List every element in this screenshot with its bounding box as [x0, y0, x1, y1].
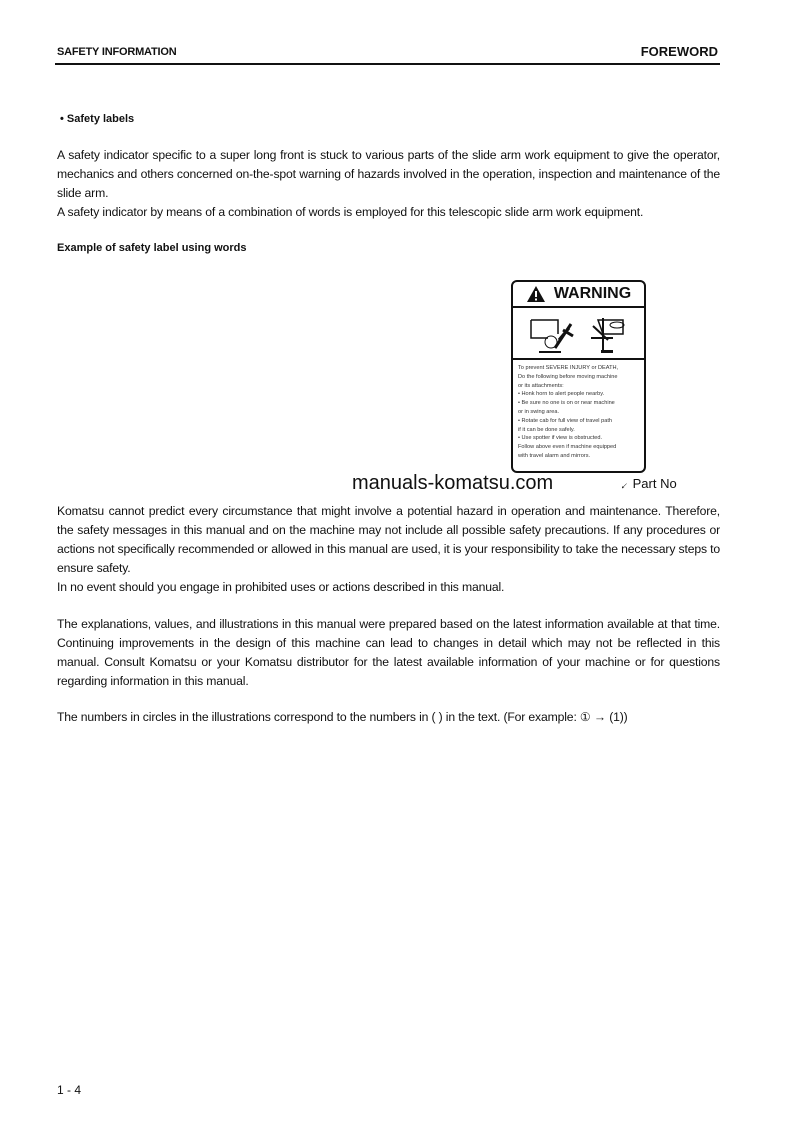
label-line: if it can be done safely.: [518, 426, 575, 433]
arrow-icon: ←: [615, 476, 632, 494]
warning-pictograms: [513, 308, 644, 360]
crush-hazard-icon: [513, 308, 644, 358]
example-heading: Example of safety label using words: [57, 242, 247, 254]
body-paragraph-1: [57, 502, 720, 597]
body-paragraph-2: [57, 615, 720, 691]
section-title: SAFETY INFORMATION: [57, 46, 177, 58]
label-line: with travel alarm and mirrors.: [518, 452, 591, 459]
body-text: The explanations, values, and illustrations in this manual were prepared based on the latest information available at that time. Continuing improvements in the design of this machine can lead to changes in detail which may not be reflected in this manual. Consult Komatsu or your Komatsu distributor for the latest available information of your machine or for questions regarding information in this manual.: [57, 617, 720, 688]
chapter-title: FOREWORD: [640, 44, 718, 59]
body-paragraph-3: [57, 708, 720, 727]
warning-label-title-text: WARNING: [553, 285, 632, 302]
label-line: or its attachments:: [518, 382, 564, 389]
label-line: • Use spotter if view is obstructed.: [518, 435, 603, 442]
warning-label-title: [513, 282, 644, 308]
body-text: The numbers in circles in the illustrations correspond to the numbers in ( ) in the text. (For example: ① → (1)): [57, 710, 628, 724]
label-line: • Be sure no one is on or near machine: [518, 400, 615, 407]
intro-paragraph: A safety indicator by means of a combination of words is employed for this telescopic slide arm work equipment.: [57, 205, 644, 219]
label-line: • Rotate cab for full view of travel path: [518, 417, 612, 424]
page-number: 1 - 4: [57, 1083, 82, 1097]
label-line: Do the following before moving machine: [518, 373, 618, 380]
warning-label-image: [511, 280, 646, 473]
bullet-heading: • Safety labels: [60, 113, 135, 125]
label-line: or in swing area.: [518, 408, 560, 415]
watermark: manuals-komatsu.com: [352, 472, 554, 494]
intro-paragraph: A safety indicator specific to a super long front is stuck to various parts of the slide arm work equipment to give the operator, mechanics and others concerned on-the-spot warning of hazards involved in the operation, inspection and maintenance of the slide arm.: [57, 148, 720, 200]
warning-label-text: [513, 360, 644, 465]
label-line: • Honk horn to alert people nearby.: [518, 391, 605, 398]
header-rule: [55, 63, 720, 65]
bullet-heading-text: Safety labels: [66, 113, 135, 125]
label-line: Follow above even if machine equipped: [518, 444, 617, 451]
intro-text: [57, 146, 720, 222]
warning-triangle-icon: [526, 285, 546, 303]
body-text: Komatsu cannot predict every circumstance that might involve a potential hazard in operation and maintenance. Therefore, the safety messages in this manual and on the machine may not include all possible safety precautions. If any procedures or actions not specifically recommended or allowed in this manual are used, it is your responsibility to take the necessary steps to ensure safety.: [57, 504, 720, 575]
label-line: To prevent SEVERE INJURY or DEATH,: [518, 365, 619, 371]
body-text: In no event should you engage in prohibited uses or actions described in this manual.: [57, 580, 505, 594]
part-no-label: Part No: [632, 476, 677, 491]
part-no-callout: [615, 476, 677, 494]
